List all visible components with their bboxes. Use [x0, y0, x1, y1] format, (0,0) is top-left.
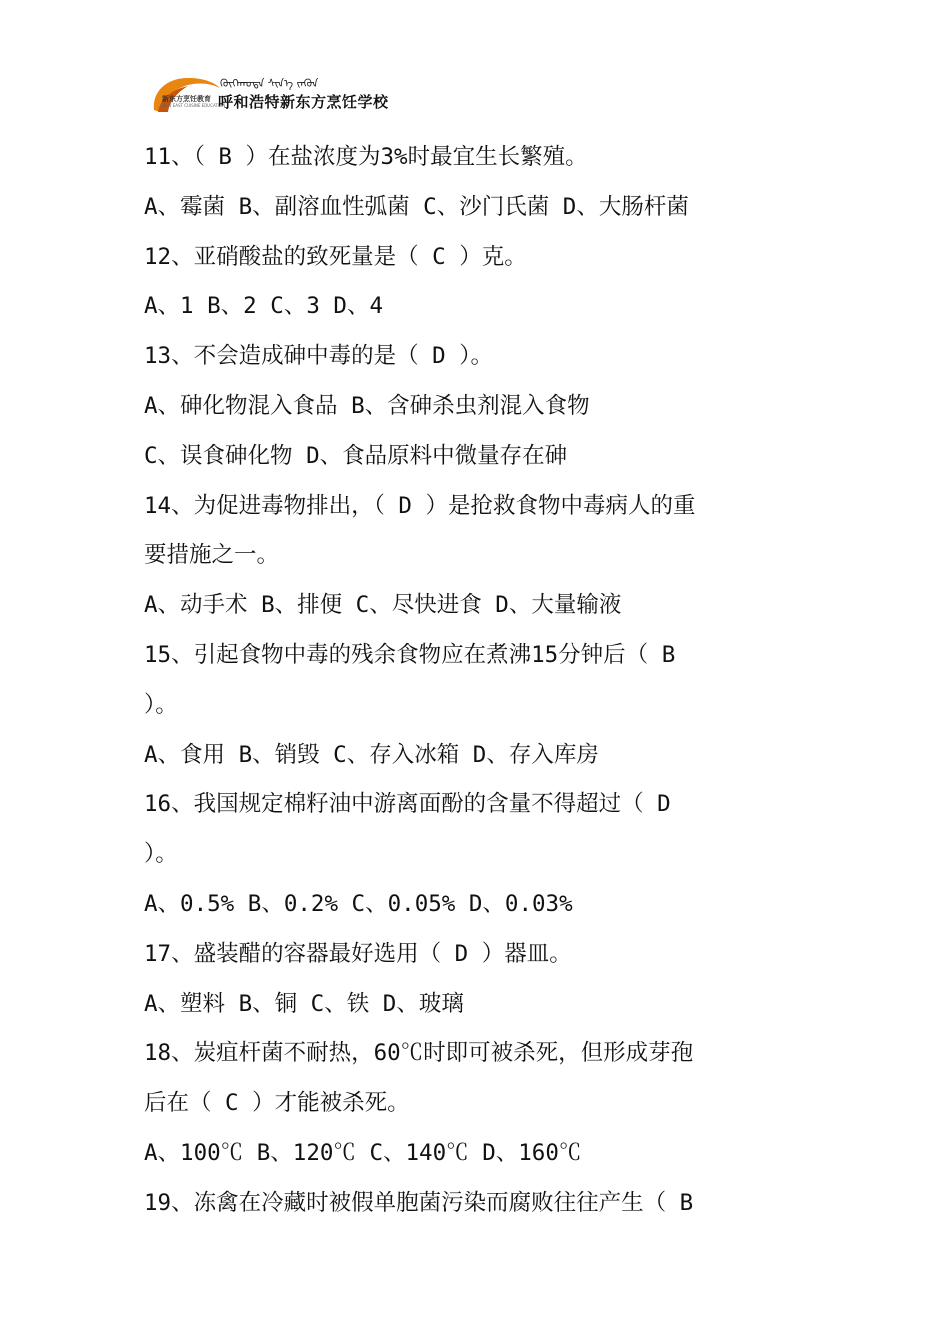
text-line: A、食用 B、销毁 C、存入冰箱 D、存入库房: [144, 741, 599, 768]
text-line: 后在（ C ）才能被杀死。: [144, 1090, 410, 1117]
text-line: ）。: [144, 841, 178, 868]
page-header: [148, 70, 408, 116]
text-line: 17、盛装醋的容器最好选用（ D ）器皿。: [144, 940, 572, 967]
text-line: A、1 B、2 C、3 D、4: [144, 293, 384, 320]
school-name: 呼和浩特新东方烹饪学校: [218, 93, 389, 111]
text-line: A、100℃ B、120℃ C、140℃ D、160℃: [144, 1139, 582, 1166]
text-line: A、动手术 B、排便 C、尽快进食 D、大量输液: [144, 592, 622, 619]
text-line: 12、亚硝酸盐的致死量是（ C ）克。: [144, 243, 527, 270]
text-line: A、霉菌 B、副溶血性弧菌 C、沙门氏菌 D、大肠杆菌: [144, 193, 689, 220]
text-line: C、误食砷化物 D、食品原料中微量存在砷: [144, 442, 568, 469]
text-line: 13、不会造成砷中毒的是（ D ）。: [144, 343, 493, 370]
question-list: [144, 133, 824, 1229]
logo-subtext: NEW EAST CUISINE EDUCATION: [162, 103, 226, 108]
text-line: ）。: [144, 691, 178, 718]
text-line: 15、引起食物中毒的残余食物应在煮沸15分钟后（ B: [144, 641, 676, 668]
text-line: 14、为促进毒物排出，（ D ）是抢救食物中毒病人的重: [144, 492, 696, 519]
mongolian-script-text: ᠬᠥᠬᠡᠬᠣᠲᠠ ᠰᠢᠨ᠎ᠡ ᠵᠡᠭᠦᠨ: [220, 77, 319, 90]
school-logo-icon: [148, 70, 226, 116]
text-line: A、0.5% B、0.2% C、0.05% D、0.03%: [144, 890, 573, 917]
text-line: A、砷化物混入食品 B、含砷杀虫剂混入食物: [144, 392, 590, 419]
text-line: 11、（ B ）在盐浓度为3%时最宜生长繁殖。: [144, 144, 588, 170]
text-line: 18、炭疽杆菌不耐热，60℃时即可被杀死，但形成芽孢: [144, 1040, 694, 1067]
logo-text: 新东方烹饪教育: [162, 95, 211, 103]
text-line: 19、冻禽在冷藏时被假单胞菌污染而腐败往往产生（ B: [144, 1189, 694, 1216]
text-line: 16、我国规定棉籽油中游离面酚的含量不得超过（ D: [144, 791, 671, 818]
text-line: A、塑料 B、铜 C、铁 D、玻璃: [144, 990, 464, 1017]
text-line: 要措施之一。: [144, 542, 280, 569]
